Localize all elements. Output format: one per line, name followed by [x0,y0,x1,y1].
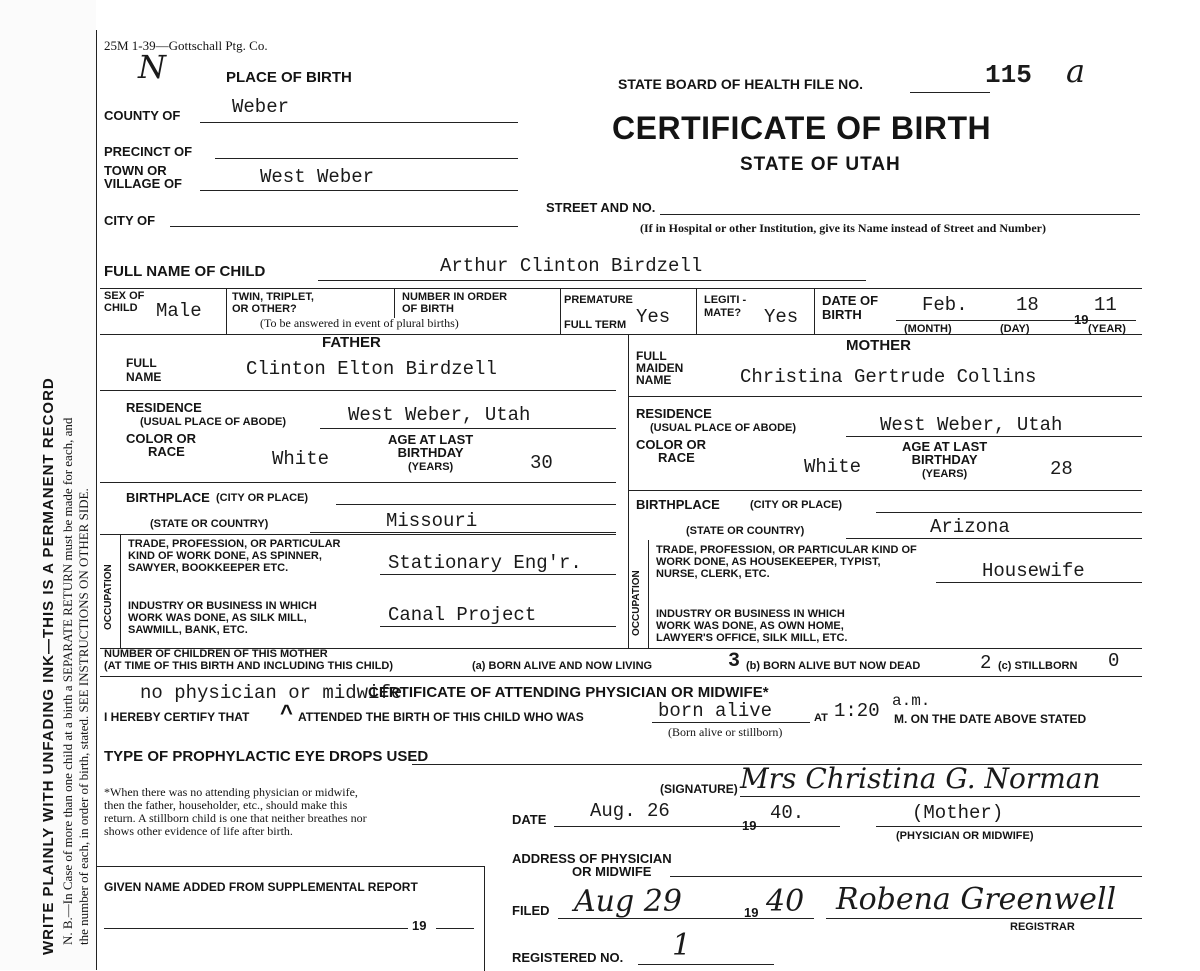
mother-color-label-2: RACE [658,450,695,465]
birth-day: 18 [1016,294,1039,316]
father-residence-sub: (USUAL PLACE OF ABODE) [140,416,287,428]
margin-instructions-order: the number of each, in order of birth, stated. SEE INSTRUCTIONS ON OTHER SIDE. [76,488,91,945]
county-value: Weber [232,96,290,118]
attending-heading: CERTIFICATE OF ATTENDING PHYSICIAN OR MIDWIFE* [368,684,769,701]
cert-role: (Mother) [912,802,1004,824]
county-label: COUNTY OF [104,108,181,123]
mother-trade: Housewife [982,560,1085,582]
registrar-label: REGISTRAR [1010,921,1075,933]
file-number-suffix: a [1066,52,1086,90]
sex-label-1: SEX OF [104,290,145,302]
father-state: Missouri [386,510,478,532]
footnote-4: shows other evidence of life after birth. [104,824,293,838]
mother-color: White [804,456,862,478]
twin-label-1: TWIN, TRIPLET, [232,291,314,303]
legit-label-1: LEGITI - [704,294,747,306]
filed-year: 40 [766,884,805,919]
stillborn-count: 0 [1108,650,1120,672]
twin-label-2: OR OTHER? [232,303,297,315]
month-label: (MONTH) [904,323,952,335]
margin-instructions-ink: WRITE PLAINLY WITH UNFADING INK—THIS IS A PERMANENT RECORD [40,377,57,955]
father-trade: Stationary Eng'r. [388,552,582,574]
father-trade-label-1: TRADE, PROFESSION, OR PARTICULAR [128,538,341,550]
file-number-label: STATE BOARD OF HEALTH FILE NO. [618,76,863,92]
father-color-label-2: RACE [148,444,185,459]
father-name-label-2: NAME [126,370,162,384]
town-label-1: TOWN OR [104,163,167,178]
birth-year-prefix: 19 [1074,312,1089,327]
day-label: (DAY) [1000,323,1030,335]
street-note: (If in Hospital or other Institution, give its Name instead of Street and Number) [640,221,1046,235]
mother-name-label-3: NAME [636,373,672,387]
order-label-1: NUMBER IN ORDER [402,291,508,303]
father-heading: FATHER [322,334,381,351]
birth-year: 11 [1094,294,1117,316]
born-status: born alive [658,700,773,722]
m-label: M. ON THE DATE ABOVE STATED [894,712,1087,726]
file-number: 115 [985,60,1032,90]
father-age-label-1: AGE AT LAST [388,432,474,447]
child-name-label: FULL NAME OF CHILD [104,263,266,280]
father-age-label-3: (YEARS) [407,461,454,473]
mother-name-label-1: FULL [636,349,667,363]
father-birthplace-sub: (CITY OR PLACE) [216,492,309,504]
town-value: West Weber [260,166,375,188]
corner-mark: N [138,48,166,86]
father-industry-label-2: WORK WAS DONE, AS SILK MILL, [128,612,307,624]
mother-age-label-1: AGE AT LAST [902,439,988,454]
father-name: Clinton Elton Birdzell [246,358,497,380]
father-occupation-side: OCCUPATION [103,564,114,630]
father-age-label-2: BIRTHDAY [397,445,464,460]
mother-trade-label-2: WORK DONE, AS HOUSEKEEPER, TYPIST, [656,556,881,568]
registrar-signature: Robena Greenwell [836,882,1117,917]
certify-text-1: I HEREBY CERTIFY THAT [104,710,250,724]
father-residence: West Weber, Utah [348,404,531,426]
plural-note: (To be answered in event of plural births) [260,316,459,330]
mother-name-label-2: MAIDEN [636,361,684,375]
father-trade-label-3: SAWYER, BOOKKEEPER ETC. [128,562,289,574]
premature-value: Yes [636,306,671,328]
cert-date-label: DATE [512,812,547,827]
birth-month: Feb. [922,294,968,316]
premature-label: PREMATURE [564,294,633,306]
father-state-label: (STATE OR COUNTRY) [150,518,269,530]
sex-value: Male [156,300,202,322]
mother-state-label: (STATE OR COUNTRY) [686,525,805,537]
mother-age-label-2: BIRTHDAY [911,452,978,467]
signature-label: (SIGNATURE) [660,782,738,796]
year-label: (YEAR) [1088,323,1126,335]
left-border-line [96,30,97,970]
mother-state: Arizona [930,516,1010,538]
footnote-2: then the father, householder, etc., should make this [104,798,348,812]
fullterm-label: FULL TERM [564,319,627,331]
legit-value: Yes [764,306,799,328]
precinct-label: PRECINCT OF [104,144,193,159]
mother-color-label-1: COLOR OR [636,437,707,452]
mother-residence: West Weber, Utah [880,414,1063,436]
cert-role-label: (PHYSICIAN OR MIDWIFE) [896,830,1034,842]
filed-year-prefix: 19 [744,905,759,920]
street-label: STREET AND NO. [546,200,656,215]
father-birthplace-label: BIRTHPLACE [126,490,210,505]
father-name-label-1: FULL [126,356,157,370]
footnote-3: return. A stillborn child is one that neither breathes nor [104,811,367,825]
mother-birthplace-label: BIRTHPLACE [636,497,720,512]
state-subtitle: STATE OF UTAH [740,154,901,175]
address-label-1: ADDRESS OF PHYSICIAN [512,851,672,866]
cert-year: 40. [770,802,805,824]
mother-trade-label-1: TRADE, PROFESSION, OR PARTICULAR KIND OF [656,544,917,556]
mother-signature: Mrs Christina G. Norman [740,762,1101,795]
certificate-title: CERTIFICATE OF BIRTH [612,110,992,146]
place-of-birth-heading: PLACE OF BIRTH [226,69,352,86]
father-color-label-1: COLOR OR [126,431,197,446]
printer-line: 25M 1-39—Gottschall Ptg. Co. [104,38,268,53]
legit-label-2: MATE? [704,307,742,319]
living-label: (a) BORN ALIVE AND NOW LIVING [472,660,653,672]
father-industry-label-1: INDUSTRY OR BUSINESS IN WHICH [128,600,317,612]
mother-heading: MOTHER [846,337,911,354]
mother-age: 28 [1050,458,1073,480]
mother-residence-label: RESIDENCE [636,406,712,421]
father-color: White [272,448,330,470]
child-name: Arthur Clinton Birdzell [440,255,703,277]
order-label-2: OF BIRTH [402,303,454,315]
town-label-2: VILLAGE OF [104,176,182,191]
footnote-1: *When there was no attending physician or midwife, [104,785,358,799]
at-label: AT [814,712,828,724]
date-label-2: BIRTH [822,307,862,322]
mother-industry-label-3: LAWYER'S OFFICE, SILK MILL, ETC. [656,632,848,644]
registered-number: 1 [672,928,692,963]
cert-date: Aug. 26 [590,800,670,822]
dead-count: 2 [980,652,992,674]
dead-label: (b) BORN ALIVE BUT NOW DEAD [746,660,921,672]
supplemental-label: GIVEN NAME ADDED FROM SUPPLEMENTAL REPORT [104,880,418,894]
father-industry: Canal Project [388,604,537,626]
sex-label-2: CHILD [104,302,138,314]
mother-age-label-3: (YEARS) [921,468,968,480]
certify-text-2: ATTENDED THE BIRTH OF THIS CHILD WHO WAS [298,710,584,724]
father-residence-label: RESIDENCE [126,400,202,415]
address-label-2: OR MIDWIFE [572,864,652,879]
supplemental-year: 19 [412,918,427,933]
mother-industry-label-2: WORK WAS DONE, AS OWN HOME, [656,620,844,632]
cert-year-prefix: 19 [742,818,757,833]
father-age: 30 [530,452,553,474]
father-trade-label-2: KIND OF WORK DONE, AS SPINNER, [128,550,322,562]
father-industry-label-3: SAWMILL, BANK, ETC. [128,624,248,636]
registered-label: REGISTERED NO. [512,950,624,965]
children-label-2: (AT TIME OF THIS BIRTH AND INCLUDING THIS CHILD) [104,660,394,672]
mother-residence-sub: (USUAL PLACE OF ABODE) [650,422,797,434]
birth-ampm: a.m. [892,692,931,710]
filed-label: FILED [512,903,550,918]
caret-mark: ^ [280,700,293,725]
mother-birthplace-sub: (CITY OR PLACE) [750,499,843,511]
city-label: CITY OF [104,213,156,228]
children-label-1: NUMBER OF CHILDREN OF THIS MOTHER [104,648,328,660]
mother-name: Christina Gertrude Collins [740,366,1037,388]
living-count: 3 [728,650,741,673]
date-label-1: DATE OF [822,293,879,308]
birth-time: 1:20 [834,700,880,722]
mother-occupation-side: OCCUPATION [631,570,642,636]
filed-date: Aug 29 [574,884,682,919]
margin-instructions-nb: N. B.—In Case of more than one child at a birth a SEPARATE RETURN must be made for each, and [60,417,75,945]
typed-no-physician: no physician or midwife [140,682,403,704]
born-note: (Born alive or stillborn) [668,725,783,739]
mother-industry-label-1: INDUSTRY OR BUSINESS IN WHICH [656,608,845,620]
stillborn-label: (c) STILLBORN [998,660,1078,672]
mother-trade-label-3: NURSE, CLERK, ETC. [656,568,770,580]
eye-drops-label: TYPE OF PROPHYLACTIC EYE DROPS USED [104,748,429,765]
